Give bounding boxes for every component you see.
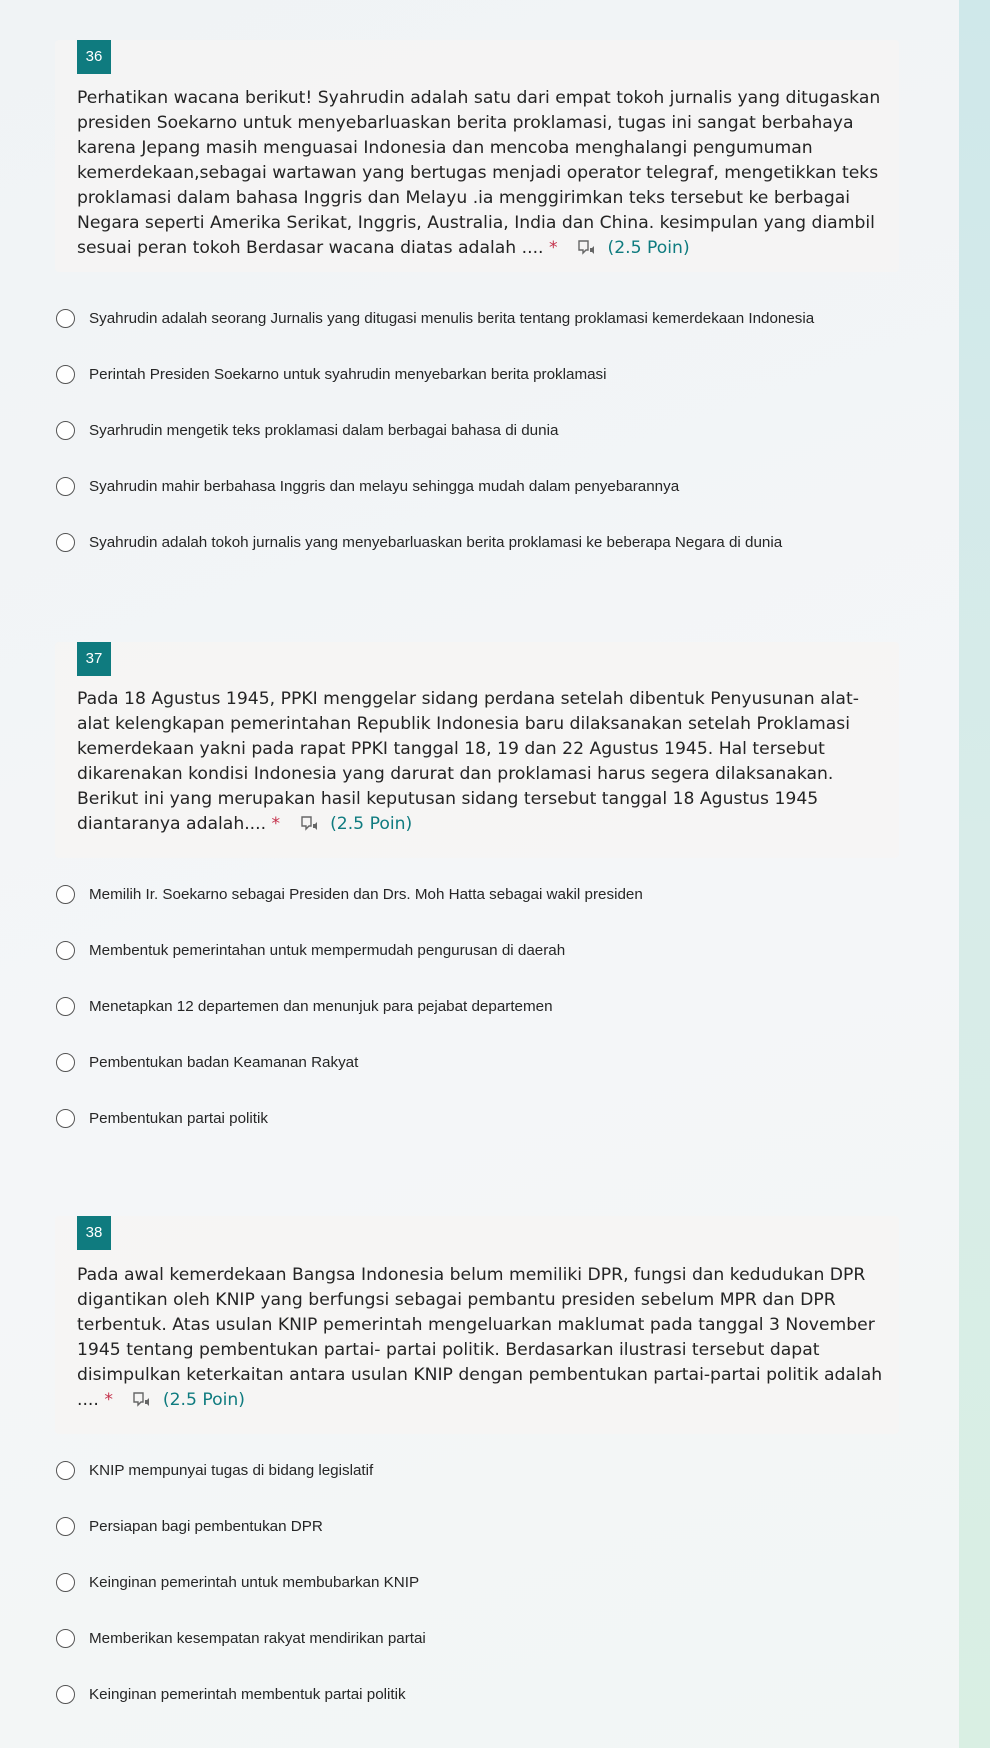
radio-button[interactable] — [56, 885, 75, 904]
option-label: Keinginan pemerintah membentuk partai politik — [89, 1685, 406, 1703]
option-label: Keinginan pemerintah untuk membubarkan KNIP — [89, 1573, 420, 1591]
answer-option[interactable] — [56, 1106, 268, 1130]
required-mark: * — [271, 814, 281, 834]
required-mark: * — [104, 1390, 113, 1410]
option-label: Syahrudin mahir berbahasa Inggris dan melayu sehingga mudah dalam penyebarannya — [89, 477, 680, 495]
answer-option[interactable] — [56, 1458, 373, 1482]
radio-button[interactable] — [56, 941, 75, 960]
immersive-reader-icon[interactable] — [132, 1391, 151, 1408]
answer-option[interactable] — [56, 994, 553, 1018]
question-number-badge: 38 — [77, 1216, 111, 1250]
option-label: Syahrudin adalah tokoh jurnalis yang menyebarluaskan berita proklamasi ke beberapa Negara di dunia — [89, 533, 783, 551]
option-label: Perintah Presiden Soekarno untuk syahrudin menyebarkan berita proklamasi — [89, 365, 607, 383]
option-label: Pembentukan badan Keamanan Rakyat — [89, 1053, 359, 1071]
question-text — [77, 1263, 887, 1413]
answer-option[interactable] — [56, 1570, 419, 1594]
option-label: Persiapan bagi pembentukan DPR — [89, 1517, 323, 1535]
answer-option[interactable] — [56, 362, 607, 386]
radio-button[interactable] — [56, 309, 75, 328]
option-label: Syahrudin adalah seorang Jurnalis yang ditugasi menulis berita tentang proklamasi kemerdekaan Indonesia — [89, 309, 815, 327]
option-label: Syarhrudin mengetik teks proklamasi dalam berbagai bahasa di dunia — [89, 421, 559, 439]
question-text — [77, 687, 887, 837]
answer-option[interactable] — [56, 1626, 426, 1650]
radio-button[interactable] — [56, 1517, 75, 1536]
radio-button[interactable] — [56, 1629, 75, 1648]
question-number-badge: 36 — [77, 40, 111, 74]
points-label: (2.5 Poin) — [162, 1390, 246, 1410]
answer-option[interactable] — [56, 530, 782, 554]
page-edge-decoration — [959, 0, 990, 1748]
option-label: KNIP mempunyai tugas di bidang legislatif — [89, 1461, 374, 1479]
radio-button[interactable] — [56, 1109, 75, 1128]
question-text — [77, 86, 887, 261]
radio-button[interactable] — [56, 477, 75, 496]
option-label: Membentuk pemerintahan untuk mempermudah pengurusan di daerah — [89, 941, 566, 959]
required-mark: * — [548, 238, 558, 258]
answer-option[interactable] — [56, 306, 814, 330]
answer-option[interactable] — [56, 1682, 406, 1706]
radio-button[interactable] — [56, 365, 75, 384]
radio-button[interactable] — [56, 1461, 75, 1480]
radio-button[interactable] — [56, 1053, 75, 1072]
radio-button[interactable] — [56, 1573, 75, 1592]
radio-button[interactable] — [56, 533, 75, 552]
question-body: Perhatikan wacana berikut! Syahrudin adalah satu dari empat tokoh jurnalis yang ditugaskan presiden Soekarno untuk menyebarluaskan berita proklamasi, tugas ini sangat berbahaya karena Jepang masih menguasai Indonesia dan mencoba menghalangi pengumuman kemerdekaan,sebagai wartawan yang bertugas menjadi operator telegraf, mengetikkan teks proklamasi dalam bahasa Inggris dan Melayu .ia menggirimkan teks tersebut ke berbagai Negara seperti Amerika Serikat, Inggris, Australia, India dan China. kesimpulan yang diambil sesuai peran tokoh Berdasar wacana diatas adalah .... — [77, 88, 881, 258]
option-label: Pembentukan partai politik — [89, 1109, 268, 1127]
question-number-badge: 37 — [77, 642, 111, 676]
answer-option[interactable] — [56, 474, 679, 498]
radio-button[interactable] — [56, 997, 75, 1016]
immersive-reader-icon[interactable] — [300, 815, 319, 832]
answer-option[interactable] — [56, 1514, 323, 1538]
question-body: Pada awal kemerdekaan Bangsa Indonesia belum memiliki DPR, fungsi dan kedudukan DPR digantikan oleh KNIP yang berfungsi sebagai pembantu presiden sebelum MPR dan DPR terbentuk. Atas usulan KNIP pemerintah mengeluarkan maklumat pada tanggal 3 November 1945 tentang pembentukan partai- partai politik. Berdasarkan ilustrasi tersebut dapat disimpulkan keterkaitan antara usulan KNIP dengan pembentukan partai-partai politik adalah .... — [77, 1265, 883, 1410]
answer-option[interactable] — [56, 418, 558, 442]
answer-option[interactable] — [56, 938, 565, 962]
question-body: Pada 18 Agustus 1945, PPKI menggelar sidang perdana setelah dibentuk Penyusunan alat-alat kelengkapan pemerintahan Republik Indonesia baru dilaksanakan setelah Proklamasi kemerdekaan yakni pada rapat PPKI tanggal 18, 19 dan 22 Agustus 1945. Hal tersebut dikarenakan kondisi Indonesia yang darurat dan proklamasi harus segera dilaksanakan. Berikut ini yang merupakan hasil keputusan sidang tersebut tanggal 18 Agustus 1945 diantaranya adalah.... — [77, 689, 859, 834]
radio-button[interactable] — [56, 1685, 75, 1704]
option-label: Memilih Ir. Soekarno sebagai Presiden dan Drs. Moh Hatta sebagai wakil presiden — [89, 885, 643, 903]
points-label: (2.5 Poin) — [330, 814, 413, 834]
option-label: Memberikan kesempatan rakyat mendirikan partai — [89, 1629, 426, 1647]
immersive-reader-icon[interactable] — [577, 239, 596, 256]
option-label: Menetapkan 12 departemen dan menunjuk para pejabat departemen — [89, 997, 553, 1015]
points-label: (2.5 Poin) — [607, 238, 690, 258]
answer-option[interactable] — [56, 882, 643, 906]
radio-button[interactable] — [56, 421, 75, 440]
answer-option[interactable] — [56, 1050, 358, 1074]
